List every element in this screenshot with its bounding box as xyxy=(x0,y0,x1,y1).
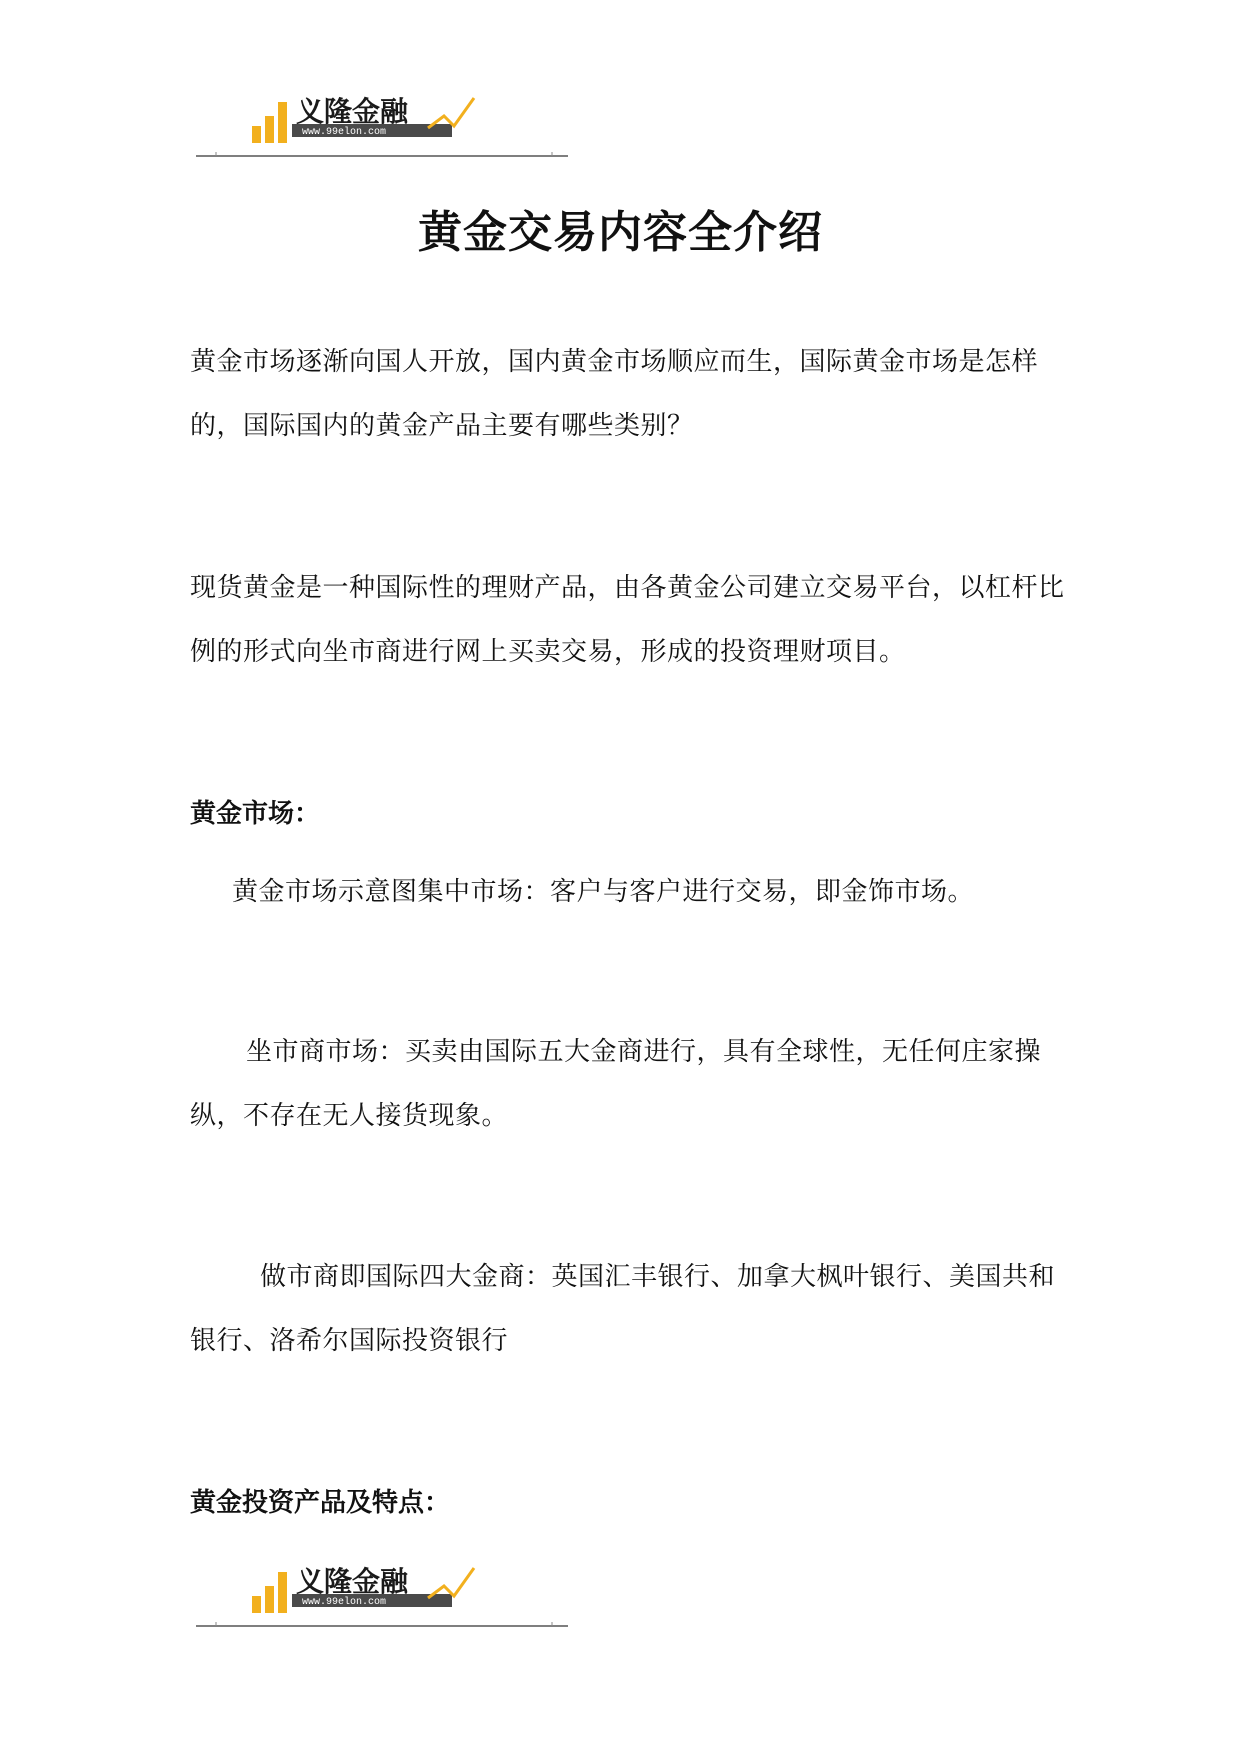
logo-graphic xyxy=(196,1558,576,1648)
header-logo xyxy=(196,88,576,178)
footer-logo xyxy=(196,1558,576,1648)
gold-market-heading: 黄金市场： xyxy=(190,799,321,829)
bar-chart-icon xyxy=(252,1572,287,1613)
intro-paragraph: 黄金市场逐渐向国人开放，国内黄金市场顺应而生，国际黄金市场是怎样的，国际国内的黄金产品主要有哪些类别？ xyxy=(190,347,1039,441)
logo-graphic xyxy=(196,88,576,178)
trend-arrow-icon xyxy=(428,98,474,128)
market-diagram-paragraph: 黄金市场示意图集中市场：客户与客户进行交易，即金饰市场。 xyxy=(232,877,975,907)
spot-gold-paragraph: 现货黄金是一种国际性的理财产品，由各黄金公司建立交易平台，以杠杆比例的形式向坐市商进行网上买卖交易，形成的投资理财项目。 xyxy=(190,573,1065,667)
logo-url-text: www.99elon.com xyxy=(302,1597,387,1608)
logo-url-text: www.99elon.com xyxy=(302,127,387,138)
four-dealers-paragraph: 做市商即国际四大金商：英国汇丰银行、加拿大枫叶银行、美国共和银行、洛希尔国际投资银行 xyxy=(190,1262,1056,1356)
market-maker-paragraph: 坐市商市场：买卖由国际五大金商进行，具有全球性，无任何庄家操纵，不存在无人接货现象。 xyxy=(190,1037,1042,1131)
bar-chart-icon xyxy=(252,102,287,143)
document-title: 黄金交易内容全介绍 xyxy=(418,207,823,258)
logo-brand-text: 义隆金融 xyxy=(296,1566,409,1597)
logo-brand-text: 义隆金融 xyxy=(296,96,409,127)
trend-arrow-icon xyxy=(428,1568,474,1598)
products-heading: 黄金投资产品及特点： xyxy=(190,1488,451,1518)
